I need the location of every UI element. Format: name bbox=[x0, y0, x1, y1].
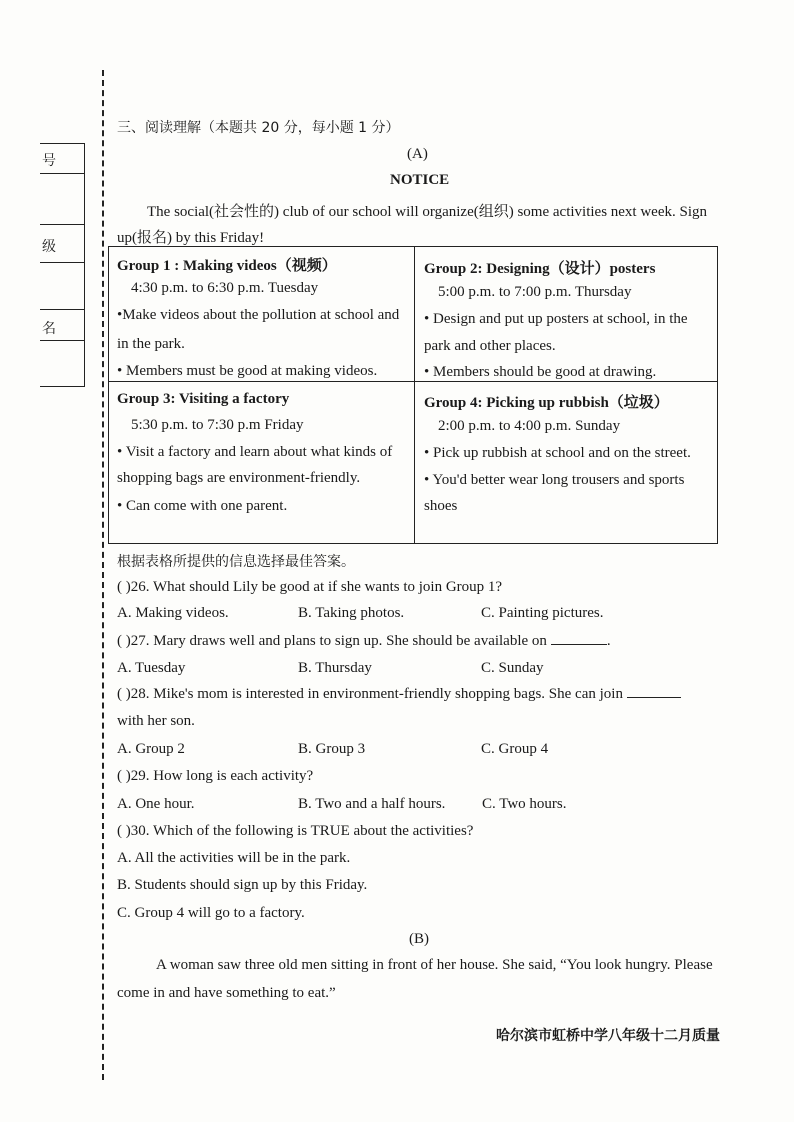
instruction-text: 根据表格所提供的信息选择最佳答案。 bbox=[117, 554, 355, 570]
option-a: A. Tuesday bbox=[117, 660, 186, 676]
answer-blank bbox=[627, 697, 681, 698]
group-3-line: • Can come with one parent. bbox=[117, 498, 288, 514]
class-label: 级 bbox=[42, 239, 56, 255]
intro-line-2: up(报名) by this Friday! bbox=[117, 230, 265, 246]
group-4-line: • You'd better wear long trousers and sports bbox=[424, 472, 685, 488]
question-stem: ( )30. Which of the following is TRUE about the activities? bbox=[117, 823, 474, 839]
group-1-time: 4:30 p.m. to 6:30 p.m. Tuesday bbox=[131, 280, 319, 296]
info-row-divider bbox=[40, 262, 84, 263]
period: . bbox=[606, 633, 611, 649]
group-1-line: • Members must be good at making videos. bbox=[117, 363, 378, 379]
intro-line-1: The social(社会性的) club of our school will organize(组织) some activities next week. Sign bbox=[147, 204, 708, 220]
option-b: B. Students should sign up by this Friday. bbox=[117, 877, 368, 893]
binding-dashed-line bbox=[102, 70, 104, 1080]
group-3-line: • Visit a factory and learn about what kinds of bbox=[117, 444, 393, 460]
group-1-title: Group 1 : Making videos（视频） bbox=[117, 258, 337, 274]
option-a: A. All the activities will be in the park. bbox=[117, 850, 351, 866]
option-c: C. Painting pictures. bbox=[481, 605, 604, 621]
answer-blank bbox=[551, 644, 607, 645]
table-divider bbox=[414, 246, 415, 544]
option-a: A. Group 2 bbox=[117, 741, 185, 757]
section-heading: 三、阅读理解（本题共 20 分，每小题 1 分） bbox=[117, 120, 400, 136]
question-stem-row bbox=[117, 633, 611, 650]
question-stem: ( )28. Mike's mom is interested in environment-friendly shopping bags. She can join bbox=[117, 686, 623, 702]
group-2-line: • Design and put up posters at school, in the bbox=[424, 311, 688, 327]
option-c: C. Group 4 bbox=[481, 741, 549, 757]
notice-title: NOTICE bbox=[390, 172, 450, 188]
option-a: A. One hour. bbox=[117, 796, 195, 812]
group-1-line: •Make videos about the pollution at school and bbox=[117, 307, 400, 323]
number-label: 号 bbox=[42, 153, 56, 169]
question-stem: ( )29. How long is each activity? bbox=[117, 768, 314, 784]
group-2-time: 5:00 p.m. to 7:00 p.m. Thursday bbox=[438, 284, 632, 300]
option-c: C. Two hours. bbox=[482, 796, 567, 812]
part-b-line-2: come in and have something to eat.” bbox=[117, 985, 336, 1001]
group-3-title: Group 3: Visiting a factory bbox=[117, 391, 290, 407]
option-b: B. Two and a half hours. bbox=[298, 796, 446, 812]
group-3-time: 5:30 p.m. to 7:30 p.m Friday bbox=[131, 417, 304, 433]
info-row-divider bbox=[40, 173, 84, 174]
group-4-time: 2:00 p.m. to 4:00 p.m. Sunday bbox=[438, 418, 621, 434]
info-row-divider bbox=[40, 309, 84, 310]
table-divider bbox=[108, 381, 718, 382]
question-continuation: with her son. bbox=[117, 713, 195, 729]
option-c: C. Group 4 will go to a factory. bbox=[117, 905, 305, 921]
part-b-line-1: A woman saw three old men sitting in front of her house. She said, “You look hungry. Please bbox=[156, 957, 713, 973]
group-2-line: park and other places. bbox=[424, 338, 556, 354]
group-2-line: • Members should be good at drawing. bbox=[424, 364, 657, 380]
option-b: B. Group 3 bbox=[298, 741, 366, 757]
option-a: A. Making videos. bbox=[117, 605, 229, 621]
option-b: B. Thursday bbox=[298, 660, 372, 676]
group-4-line: shoes bbox=[424, 498, 458, 514]
group-3-line: shopping bags are environment-friendly. bbox=[117, 470, 361, 486]
student-info-box bbox=[40, 143, 85, 387]
group-4-line: • Pick up rubbish at school and on the street. bbox=[424, 445, 691, 461]
footer-school: 哈尔滨市虹桥中学八年级十二月质量 bbox=[496, 1028, 720, 1044]
question-stem-row bbox=[117, 686, 681, 703]
part-b-label: (B) bbox=[409, 931, 429, 947]
info-row-divider bbox=[40, 224, 84, 225]
info-row-divider bbox=[40, 340, 84, 341]
option-b: B. Taking photos. bbox=[298, 605, 405, 621]
group-1-line: in the park. bbox=[117, 336, 185, 352]
question-stem: ( )26. What should Lily be good at if she wants to join Group 1? bbox=[117, 579, 503, 595]
name-label: 名 bbox=[42, 321, 56, 337]
option-c: C. Sunday bbox=[481, 660, 544, 676]
part-a-label: (A) bbox=[407, 146, 428, 162]
group-4-title: Group 4: Picking up rubbish（垃圾） bbox=[424, 395, 669, 411]
group-2-title: Group 2: Designing（设计）posters bbox=[424, 261, 656, 277]
question-stem: ( )27. Mary draws well and plans to sign up. She should be available on bbox=[117, 633, 547, 649]
